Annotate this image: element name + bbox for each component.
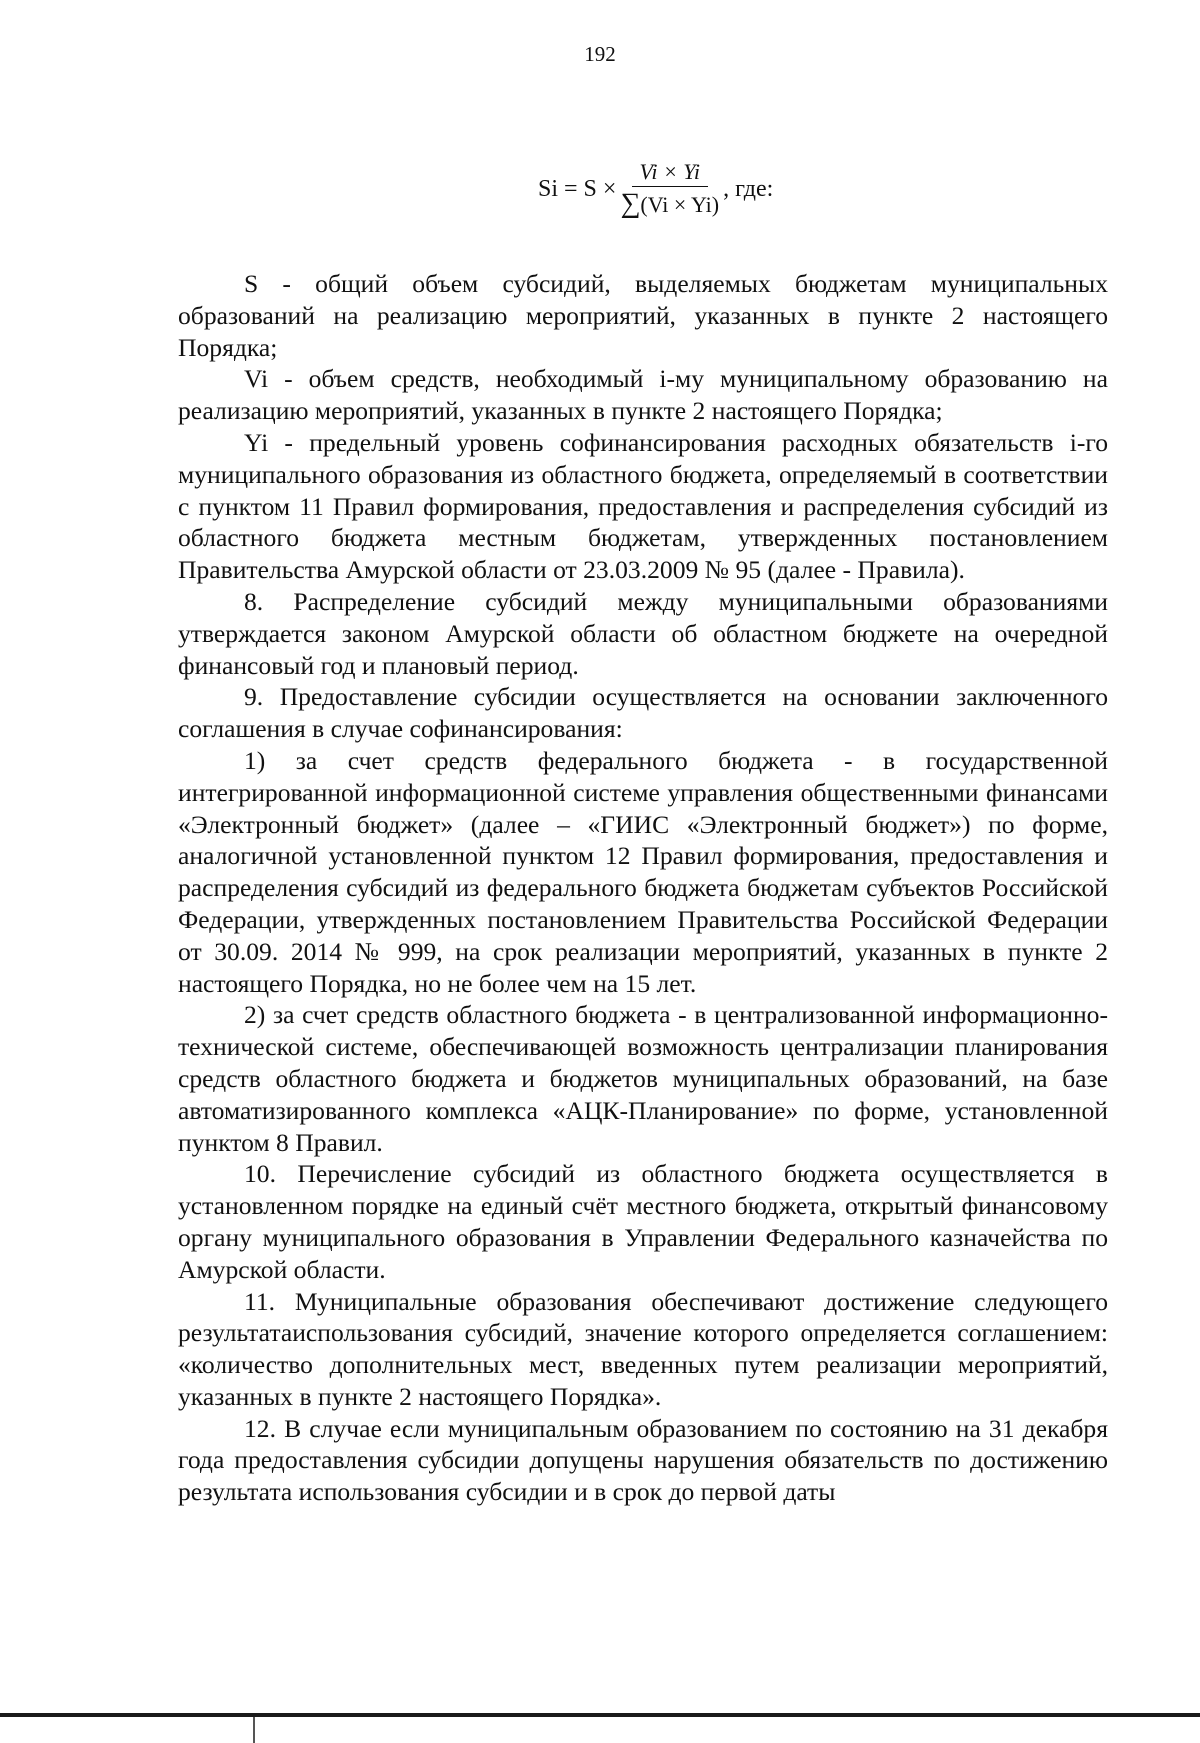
- paragraph-11: 11. Муниципальные образования обеспечивают достижение следующего результатаиспользования субсидий, значение которого определяется соглашением: «количество дополнительных мест, введенных путем реализации мероприятий, указанных в пункте 2 настоящего Порядка».: [178, 1286, 1108, 1411]
- formula-denominator-wrap: [620, 187, 719, 220]
- formula-denominator: (Vi × Yi): [640, 192, 720, 218]
- sigma-symbol: ∑: [620, 188, 641, 220]
- paragraph-8: 8. Распределение субсидий между муниципальными образованиями утверждается законом Амурской области об областном бюджете на очередной финансовый год и плановый период.: [178, 586, 1108, 680]
- paragraph-12: 12. В случае если муниципальным образованием по состоянию на 31 декабря года предоставления субсидии допущены нарушения обязательств по достижению результата использования субсидии и в срок до первой даты: [178, 1413, 1108, 1507]
- paragraph-9: 9. Предоставление субсидии осуществляется на основании заключенного соглашения в случае софинансирования:: [178, 682, 1108, 744]
- formula-lhs: Si = S ×: [538, 176, 617, 203]
- document-body: [178, 268, 1108, 1508]
- paragraph-9-2: 2) за счет средств областного бюджета - в централизованной информационно-технической системе, обеспечивающей возможность централизации планирования средств областного бюджета и бюджетов муниципальных образований, на базе автоматизированного комплекса «АЦК-Планирование» по форме, установленной пунктом 8 Правил.: [178, 1000, 1108, 1157]
- formula-fraction: [620, 160, 719, 220]
- paragraph-10: 10. Перечисление субсидий из областного бюджета осуществляется в установленном порядке на единый счёт местного бюджета, открытый финансовому органу муниципального образования в Управлении Федерального казначейства по Амурской области.: [178, 1159, 1108, 1284]
- scan-bottom-rule: [0, 1713, 1200, 1717]
- formula: [538, 160, 773, 220]
- formula-suffix: , где:: [723, 176, 774, 203]
- formula-numerator: Vi × Yi: [632, 160, 708, 187]
- scan-bottom-tick: [253, 1717, 255, 1743]
- paragraph-s-definition: S - общий объем субсидий, выделяемых бюджетам муниципальных образований на реализацию мероприятий, указанных в пункте 2 настоящего Порядка;: [178, 269, 1108, 362]
- paragraph-vi-definition: Vi - объем средств, необходимый i-му муниципальному образованию на реализацию мероприятий, указанных в пункте 2 настоящего Порядка;: [178, 364, 1108, 426]
- paragraph-9-1: 1) за счет средств федерального бюджета - в государственной интегрированной информационной системе управления общественными финансами «Электронный бюджет» (далее – «ГИИС «Электронный бюджет») по форме, аналогичной установленной пунктом 12 Правил формирования, предоставления и распределения субсидий из федерального бюджета бюджетам субъектов Российской Федерации, утвержденных постановлением Правительства Российской Федерации от 30.09. 2014 № 999, на срок реализации мероприятий, указанных в пункте 2 настоящего Порядка, но не более чем на 15 лет.: [178, 745, 1108, 998]
- paragraph-yi-definition: Yi - предельный уровень софинансирования расходных обязательств i-го муниципального образования из областного бюджета, определяемый в соответствии с пунктом 11 Правил формирования, предоставления и распределения субсидий из областного бюджета местным бюджетам, утвержденных постановлением Правительства Амурской области от 23.03.2009 № 95 (далее - Правила).: [178, 427, 1108, 585]
- page-number: 192: [584, 42, 616, 66]
